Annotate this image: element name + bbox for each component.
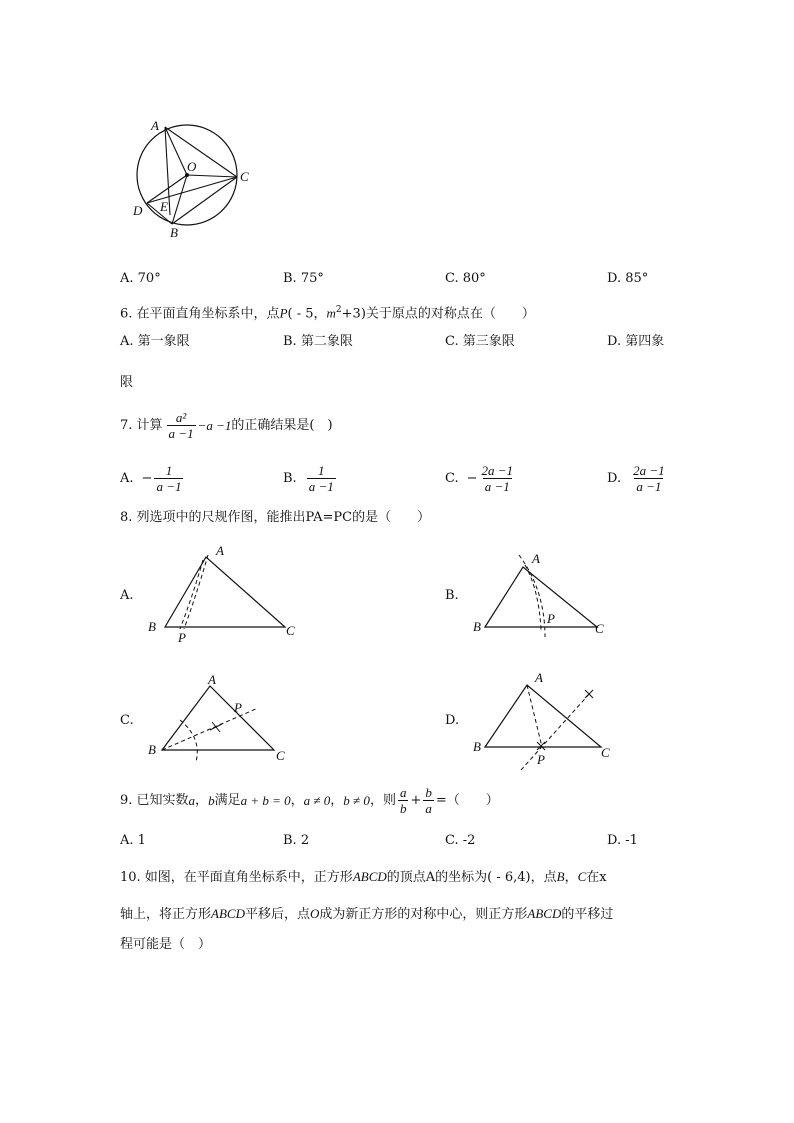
triangle-abc-a <box>165 557 285 627</box>
label-b: B <box>170 225 178 240</box>
q6-coord-a: ( - 5， <box>287 306 327 322</box>
label-d: D <box>133 203 143 218</box>
q8-figure-b <box>465 545 625 645</box>
q7-option-d-frac <box>631 463 667 494</box>
q6-m: m <box>326 305 336 321</box>
q7-option-c <box>445 463 517 494</box>
label-a: A <box>151 118 159 133</box>
label-p: P <box>178 630 186 645</box>
label-p: P <box>537 752 545 767</box>
q9-cond3: b ≠ 0 <box>343 792 370 808</box>
q10-line1d: 在x <box>586 870 607 885</box>
triangle-abc-d <box>485 685 601 747</box>
q7-option-b-label: B. <box>283 470 297 486</box>
label-c: C <box>595 621 604 636</box>
label-c: C <box>240 169 249 184</box>
label-p: P <box>234 700 242 715</box>
q9-eq: =（ ） <box>435 792 499 808</box>
q10-abcd-3: ABCD <box>527 906 562 921</box>
perp-bisector-dashed <box>521 692 591 770</box>
q9-comma-2: ， <box>290 792 304 808</box>
q9-mid: 满足 <box>214 792 241 808</box>
q10-line1b: 的顶点A的坐标为 <box>386 870 488 885</box>
q7-option-c-num: 2a −1 <box>481 463 514 478</box>
label-e: E <box>160 199 168 214</box>
q10-line-1 <box>120 869 607 886</box>
q7-option-a-den: a −1 <box>156 479 182 494</box>
q10-line-2 <box>120 906 613 923</box>
segment-oc <box>187 175 237 177</box>
q8-option-a-label: A. <box>120 588 134 603</box>
q10-abcd: ABCD <box>352 869 387 884</box>
q9-f2-num: b <box>425 785 432 800</box>
label-o: O <box>187 159 197 174</box>
q9-plus: + <box>410 792 422 808</box>
triangle-abc-c <box>162 686 274 750</box>
q8-option-b-label: B. <box>445 588 459 603</box>
q10-line2a: 轴上，将正方形 <box>120 907 212 922</box>
q10-line-3: 程可能是（ ） <box>120 937 212 952</box>
q5-option-b: B. 75° <box>283 271 324 286</box>
q7-option-c-den: a −1 <box>484 479 510 494</box>
q10-c: C <box>577 869 587 884</box>
q10-line1c: ，点 <box>530 870 557 885</box>
cross-mark-c <box>210 722 222 732</box>
q5-option-c: C. 80° <box>445 271 486 286</box>
q10-sep: ， <box>564 870 578 885</box>
q7-rest: −a −1 <box>197 417 232 433</box>
label-b: B <box>473 619 481 634</box>
q6-point-p: P <box>279 305 288 321</box>
q6-stem <box>120 302 535 322</box>
q9-option-a: A. 1 <box>120 833 146 848</box>
q9-stem <box>120 785 499 816</box>
q10-line1a: 10. 如图，在平面直角坐标系中，正方形 <box>120 870 353 885</box>
q9-comma: ， <box>195 792 209 808</box>
q10-coord: ( - 6,4) <box>487 870 531 885</box>
q8-option-c-label: C. <box>120 713 134 728</box>
q7-option-a-num: 1 <box>165 463 173 478</box>
triangle-abc-b <box>485 567 597 627</box>
label-a: A <box>535 670 543 685</box>
q9-cond2: a ≠ 0 <box>303 792 331 808</box>
label-c: C <box>276 748 285 763</box>
q5-option-d: D. 85° <box>607 271 649 286</box>
segment-pa-dashed <box>527 685 542 747</box>
label-a: A <box>208 672 216 687</box>
q9-f1-den: b <box>399 801 407 816</box>
q7-option-d-label: D. <box>607 470 622 486</box>
segment-ac <box>165 127 237 177</box>
q7-option-a-frac <box>154 463 183 494</box>
label-b: B <box>148 742 156 757</box>
q8-figure-d <box>465 670 625 775</box>
q7-option-d <box>607 463 669 494</box>
q7-option-a-sign: − <box>141 470 153 486</box>
q9-frac-2 <box>423 785 434 816</box>
cross-mark-d1 <box>585 690 593 698</box>
q6-post: 关于原点的对称点在（ ） <box>365 306 535 322</box>
q8-figure-c <box>140 670 300 770</box>
q6-option-b: B. 第二象限 <box>283 334 353 349</box>
segment-bc <box>172 177 237 224</box>
q6-option-d-wrap: 限 <box>120 375 134 390</box>
q7-option-b-num: 1 <box>317 463 325 478</box>
segment-ob <box>172 175 187 224</box>
q5-circle-figure <box>125 115 265 245</box>
q9-frac-1 <box>398 785 409 816</box>
q9-comma-3: ， <box>330 792 344 808</box>
q8-stem: 8. 列选项中的尺规作图，能推出PA=PC的是（ ） <box>120 510 431 525</box>
q7-option-a-label: A. <box>120 470 134 486</box>
q10-o: O <box>309 906 320 921</box>
q8-option-d-label: D. <box>445 713 460 728</box>
q7-option-a <box>120 463 185 494</box>
label-a: A <box>216 543 224 558</box>
q6-option-c: C. 第三象限 <box>445 334 515 349</box>
q6-coord-b: +3) <box>341 306 366 322</box>
q7-frac-den: a −1 <box>168 426 194 441</box>
label-b: B <box>473 739 481 754</box>
q7-option-b <box>283 463 338 494</box>
q6-pre: 在平面直角坐标系中，点 <box>136 306 280 322</box>
q6-option-d: D. 第四象 <box>607 334 665 349</box>
q10-b: B <box>556 869 565 884</box>
q7-option-c-sign: − <box>466 470 478 486</box>
bisector-dashed <box>162 708 258 750</box>
q9-option-d: D. -1 <box>607 833 638 848</box>
q10-line2d: 的平移过 <box>561 907 614 922</box>
q9-pre: 9. 已知实数 <box>120 792 189 808</box>
q9-a: a <box>188 792 196 808</box>
label-c: C <box>601 745 610 760</box>
q6-option-a: A. 第一象限 <box>120 334 190 349</box>
q8-figure-a <box>140 535 315 650</box>
q10-abcd-2: ABCD <box>211 906 245 921</box>
q6-number: 6. <box>120 306 133 322</box>
q7-fraction <box>167 410 196 441</box>
q7-option-d-num: 2a −1 <box>633 463 665 478</box>
q9-cond1: a + b = 0 <box>240 792 291 808</box>
q7-option-c-frac <box>480 463 516 494</box>
arc-dashed-a1 <box>184 555 208 629</box>
q9-f1-num: a <box>399 785 407 800</box>
q7-number: 7. 计算 <box>120 417 163 433</box>
q7-option-d-den: a −1 <box>636 479 662 494</box>
q9-option-c: C. -2 <box>445 833 476 848</box>
q10-line2b: 平移后，点 <box>244 907 310 922</box>
label-b: B <box>148 619 156 634</box>
q10-line2c: 成为新正方形的对称中心，则正方形 <box>319 907 528 922</box>
label-a: A <box>532 551 540 566</box>
q7-option-b-den: a −1 <box>308 479 334 494</box>
q7-frac-num: a² <box>175 410 187 425</box>
q7-option-c-label: C. <box>445 470 459 486</box>
q9-option-b: B. 2 <box>283 833 310 848</box>
q9-b: b <box>208 792 215 808</box>
q9-f2-den: a <box>425 801 432 816</box>
q9-then: ，则 <box>369 792 396 808</box>
label-c: C <box>286 623 295 638</box>
q5-option-a: A. 70° <box>120 271 161 286</box>
q7-post: 的正确结果是( ) <box>231 417 333 433</box>
q7-option-b-frac <box>307 463 336 494</box>
label-p: P <box>547 611 555 626</box>
q6-sup: 2 <box>335 305 342 315</box>
q7-stem <box>120 410 333 441</box>
